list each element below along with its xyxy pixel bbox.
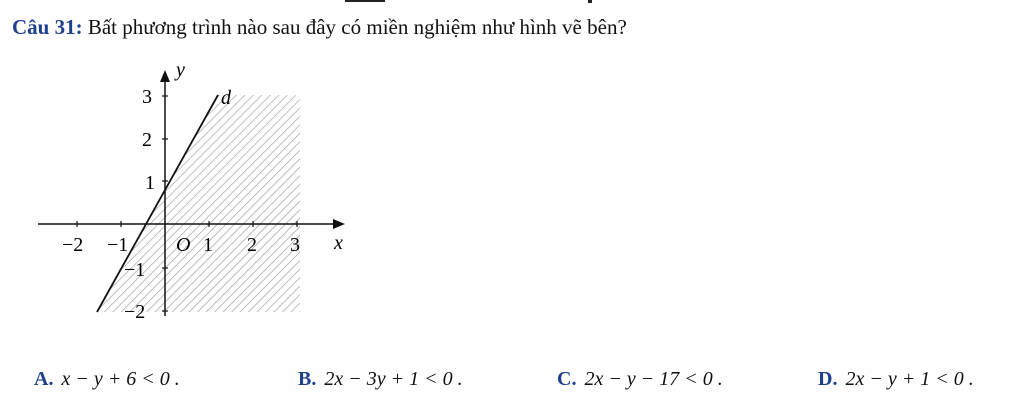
answer-a-expression: x − y + 6 < 0 . xyxy=(61,368,180,390)
y-tick-label-2: 2 xyxy=(142,129,152,151)
question-number: Câu 31: xyxy=(12,15,83,39)
line-d-label: d xyxy=(221,87,231,109)
x-tick-label-neg2: −2 xyxy=(62,234,84,256)
answer-choices xyxy=(0,368,1024,398)
answer-a[interactable] xyxy=(34,368,180,391)
y-tick-label-neg2: −2 xyxy=(124,301,146,323)
answer-a-letter: A. xyxy=(34,368,54,390)
x-tick-label-2: 2 xyxy=(247,234,257,256)
answer-b-expression: 2x − 3y + 1 < 0 . xyxy=(324,368,463,390)
x-axis-arrow xyxy=(333,219,345,229)
y-axis-label: y xyxy=(176,59,185,81)
x-tick-label-3: 3 xyxy=(290,234,300,256)
answer-c[interactable] xyxy=(557,368,723,391)
question-text: Bất phương trình nào sau đây có miền nghiệm như hình vẽ bên? xyxy=(87,15,627,39)
y-tick-label-neg1: −1 xyxy=(124,259,146,281)
answer-c-letter: C. xyxy=(557,368,577,390)
y-tick-label-1: 1 xyxy=(145,172,155,194)
answer-c-expression: 2x − y − 17 < 0 . xyxy=(584,368,723,390)
y-tick-label-3: 3 xyxy=(142,86,152,108)
y-axis-arrow xyxy=(160,70,170,82)
x-tick-label-neg1: −1 xyxy=(107,234,129,256)
answer-d-letter: D. xyxy=(818,368,838,390)
answer-d-expression: 2x − y + 1 < 0 . xyxy=(845,368,974,390)
x-axis-label: x xyxy=(334,232,343,254)
x-tick-label-1: 1 xyxy=(203,234,213,256)
answer-b[interactable] xyxy=(298,368,463,391)
origin-label: O xyxy=(176,234,191,256)
answer-b-letter: B. xyxy=(298,368,317,390)
answer-d[interactable] xyxy=(818,368,974,391)
